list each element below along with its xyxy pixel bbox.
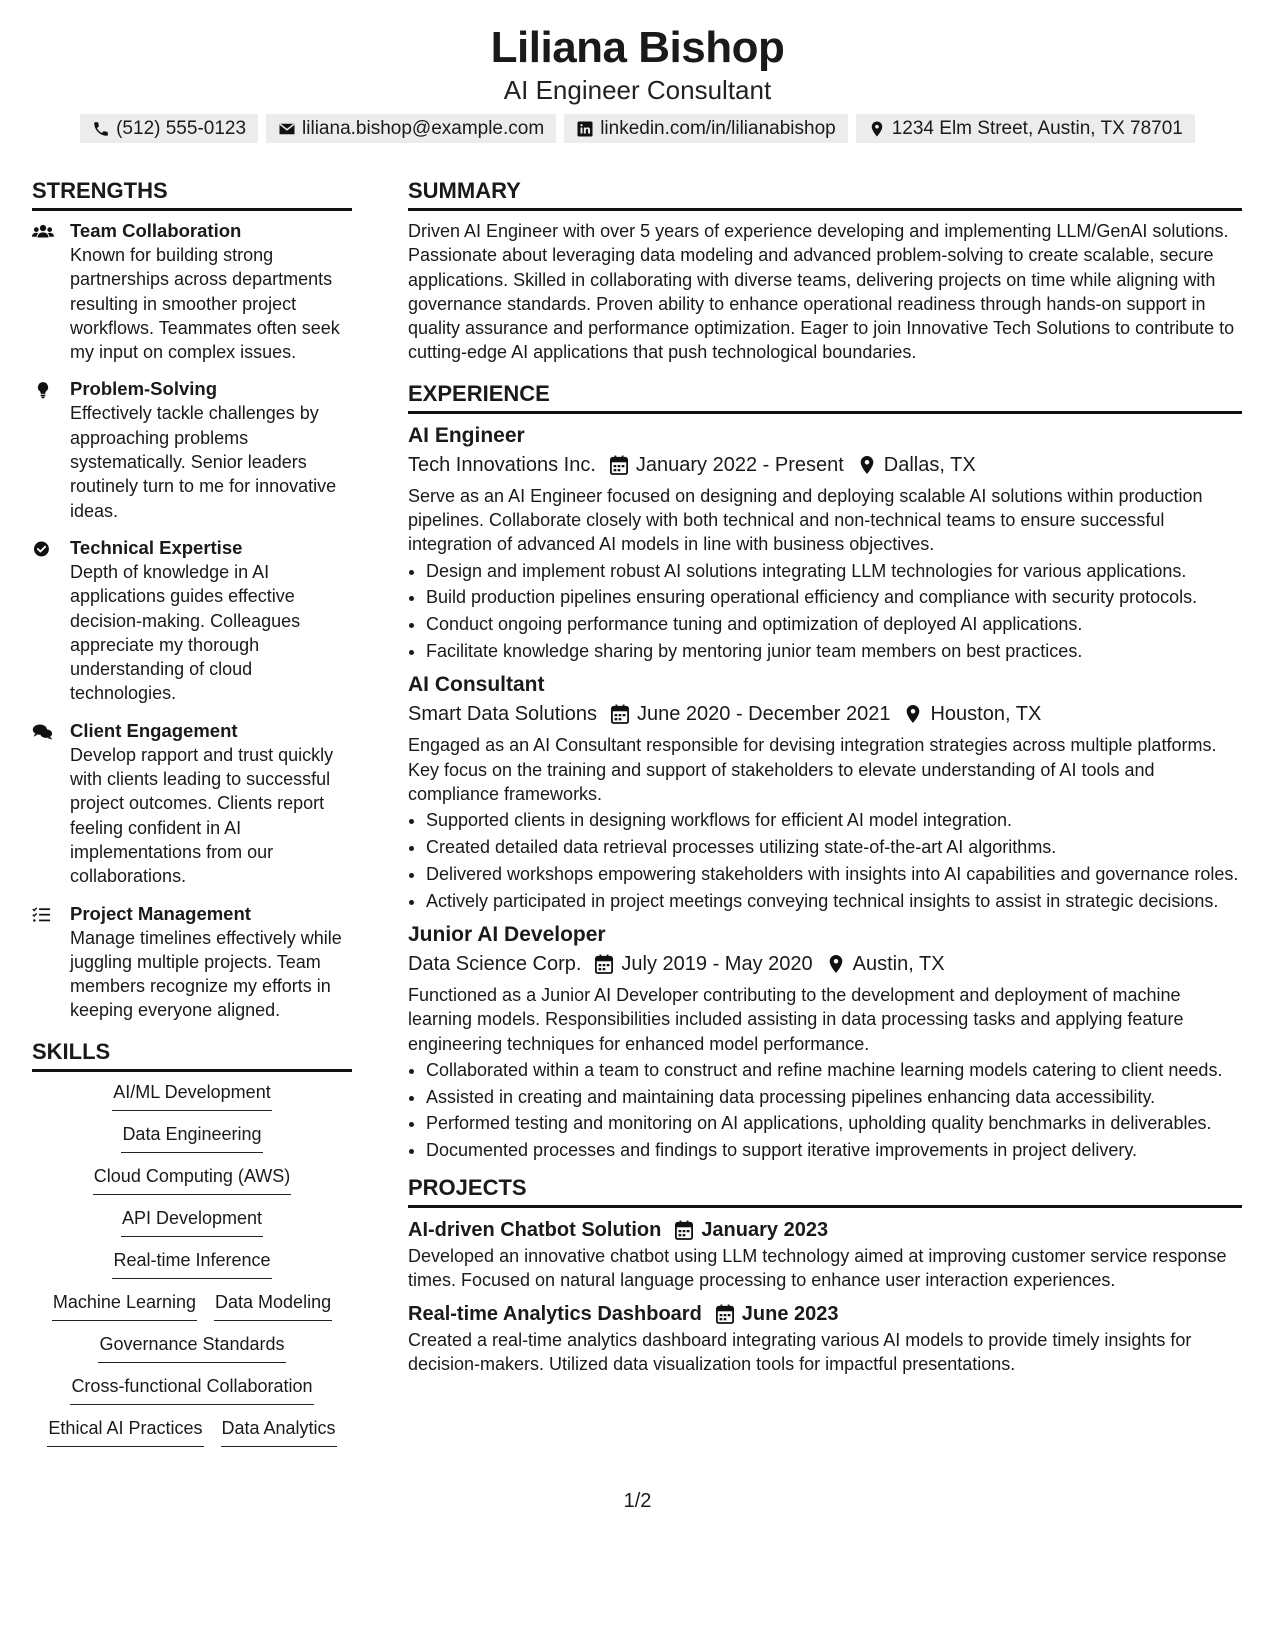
candidate-name: Liliana Bishop <box>490 23 785 72</box>
summary-heading: SUMMARY <box>408 176 1242 211</box>
job-bullet: • Collaborated within a team to construct and refine machine learning models catering to client needs. <box>426 1058 1242 1082</box>
strength-title: Technical Expertise <box>70 536 243 558</box>
project-title-row <box>408 1216 1242 1244</box>
map-pin-icon <box>868 120 886 138</box>
job-bullet: • Facilitate knowledge sharing by mentoring junior team members on best practices. <box>426 639 1242 663</box>
strength-title: Client Engagement <box>70 719 238 741</box>
strength-description: Develop rapport and trust quickly with clients leading to successful project outcomes. Clients report feeling confident in AI implementations from our collaborations. <box>70 744 334 887</box>
job-company: Data Science Corp. <box>408 952 582 975</box>
job-dates: June 2020 - December 2021 <box>636 703 891 726</box>
job-title: AI Engineer <box>408 423 525 447</box>
skill-tag: Data Engineering <box>121 1122 262 1153</box>
calendar-icon <box>610 455 628 475</box>
job-entry <box>408 422 1242 664</box>
skill-row <box>47 1416 336 1447</box>
page-number: 1/2 <box>623 1490 652 1512</box>
experience-heading: EXPERIENCE <box>408 379 1242 414</box>
project-entry <box>408 1300 1242 1377</box>
project-description: Created a real-time analytics dashboard integrating various AI models to provide timely insights for decision-makers. Utilized data visualization tools for impactful presentations. <box>408 1330 1192 1375</box>
address-contact <box>856 114 1195 143</box>
job-dates: January 2022 - Present <box>635 453 844 476</box>
job-location: Houston, TX <box>930 703 1042 726</box>
calendar-icon <box>611 704 629 724</box>
strength-title: Project Management <box>70 902 251 924</box>
skills-list <box>32 1080 352 1458</box>
job-bullet: • Delivered workshops empowering stakeholders with insights into AI capabilities and governance roles. <box>426 862 1242 886</box>
job-bullet: • Build production pipelines ensuring operational efficiency and compliance with security protocols. <box>426 585 1242 609</box>
strength-item <box>32 536 352 706</box>
skill-row <box>52 1290 332 1321</box>
job-bullet: • Performed testing and monitoring on AI applications, upholding quality benchmarks in deliverables. <box>426 1111 1242 1135</box>
strengths-heading: STRENGTHS <box>32 176 352 211</box>
job-bullets <box>408 1058 1242 1163</box>
skill-tag: Ethical AI Practices <box>47 1416 203 1447</box>
map-pin-icon <box>858 455 876 475</box>
map-pin-icon <box>904 704 922 724</box>
job-entry <box>408 671 1242 913</box>
job-title: Junior AI Developer <box>408 922 606 946</box>
skills-heading: SKILLS <box>32 1037 352 1072</box>
left-column <box>32 176 352 1458</box>
project-title: Real-time Analytics Dashboard <box>408 1303 702 1326</box>
job-description: Functioned as a Junior AI Developer contributing to the development and deployment of machine learning models. Responsibilities included assisting in data processing tasks and applying feature engineering techniques for enhanced model performance. <box>408 984 1184 1054</box>
candidate-title: AI Engineer Consultant <box>503 75 772 105</box>
job-bullet: • Documented processes and findings to support iterative improvements in project delivery. <box>426 1138 1242 1162</box>
skill-row <box>121 1122 262 1153</box>
project-title: AI-driven Chatbot Solution <box>408 1218 662 1241</box>
skill-tag: Real-time Inference <box>112 1248 271 1279</box>
skill-row <box>112 1248 271 1279</box>
calendar-icon <box>716 1304 734 1324</box>
calendar-icon <box>595 954 613 974</box>
right-column <box>408 176 1242 1377</box>
job-bullet: • Design and implement robust AI solutions integrating LLM technologies for various applications. <box>426 559 1242 583</box>
job-bullet: • Actively participated in project meetings conveying technical insights to assist in strategic decisions. <box>426 889 1242 913</box>
skill-tag: Cloud Computing (AWS) <box>93 1164 291 1195</box>
job-meta <box>408 450 1242 480</box>
skill-row <box>93 1164 291 1195</box>
strength-title: Team Collaboration <box>70 220 242 241</box>
job-bullets <box>408 559 1242 664</box>
projects-heading: PROJECTS <box>408 1173 1242 1208</box>
address-text: 1234 Elm Street, Austin, TX 78701 <box>891 118 1183 139</box>
strength-description: Manage timelines effectively while juggling multiple projects. Team members recognize my efforts in keeping everyone aligned. <box>70 927 342 1021</box>
contact-bar <box>0 114 1275 143</box>
phone-contact[interactable] <box>80 114 258 143</box>
job-bullet: • Supported clients in designing workflows for efficient AI model integration. <box>426 808 1242 832</box>
job-company: Tech Innovations Inc. <box>408 453 596 476</box>
project-date: January 2023 <box>701 1218 829 1241</box>
check-circle-icon <box>32 539 54 559</box>
summary-text: Driven AI Engineer with over 5 years of experience developing and implementing LLM/GenAI solutions. Passionate about leveraging data modeling and advanced problem-solving to create scalable, secure applications. Skilled in collaborating with diverse teams, delivering projects on time while aligning with governance standards. Proven ability to enhance operational readiness through hands-on support in quality assurance and performance optimization. Eager to join Innovative Tech Solutions to contribute to cutting-edge AI applications that push technological boundaries. <box>408 221 1235 363</box>
job-dates: July 2019 - May 2020 <box>621 952 813 975</box>
calendar-icon <box>675 1220 693 1240</box>
map-pin-icon <box>827 954 845 974</box>
job-description: Serve as an AI Engineer focused on designing and deploying scalable AI solutions within production pipelines. Collaborate closely with both technical and non-technical teams to ensure successful integration of advanced AI models in line with business objectives. <box>408 485 1203 555</box>
strength-description: Effectively tackle challenges by approaching problems systematically. Senior leaders routinely turn to me for innovative ideas. <box>70 403 337 521</box>
job-meta <box>408 699 1242 729</box>
job-bullet: • Created detailed data retrieval processes utilizing state-of-the-art AI algorithms. <box>426 835 1242 859</box>
job-title: AI Consultant <box>408 673 545 697</box>
project-title-row <box>408 1300 1242 1328</box>
lightbulb-icon <box>32 380 54 400</box>
strength-item <box>32 377 352 522</box>
skill-tag: API Development <box>121 1206 263 1237</box>
skill-tag: Cross-functional Collaboration <box>70 1374 313 1405</box>
linkedin-icon <box>576 120 594 138</box>
job-meta <box>408 949 1242 979</box>
skill-tag: AI/ML Development <box>112 1080 271 1111</box>
skill-tag: Machine Learning <box>52 1290 197 1321</box>
skill-tag: Data Modeling <box>214 1290 332 1321</box>
skill-row <box>98 1332 285 1363</box>
skill-row <box>121 1206 263 1237</box>
strength-description: Known for building strong partnerships across departments resulting in smoother project workflows. Teammates often seek my input on complex issues. <box>70 245 340 363</box>
skill-tag: Data Analytics <box>221 1416 337 1447</box>
skill-tag: Governance Standards <box>98 1332 285 1363</box>
project-date: June 2023 <box>741 1303 839 1326</box>
strength-item <box>32 719 352 889</box>
job-description: Engaged as an AI Consultant responsible for devising integration strategies across multiple platforms. Key focus on the training and support of stakeholders to elevate understanding of AI tools and compliance frameworks. <box>408 735 1217 804</box>
email-text: liliana.bishop@example.com <box>302 118 545 139</box>
job-bullet: • Conduct ongoing performance tuning and optimization of deployed AI applications. <box>426 612 1242 636</box>
project-entry <box>408 1216 1242 1293</box>
list-check-icon <box>32 905 54 925</box>
strength-title: Problem-Solving <box>70 378 217 400</box>
strength-description: Depth of knowledge in AI applications guides effective decision-making. Colleagues appreciate my thorough understanding of cloud technologies. <box>70 561 301 704</box>
skill-row <box>112 1080 271 1111</box>
linkedin-contact[interactable] <box>564 114 848 143</box>
strength-item <box>32 902 352 1023</box>
strength-item <box>32 219 352 364</box>
skill-row <box>70 1374 313 1405</box>
job-bullet: • Assisted in creating and maintaining data processing pipelines enhancing data accessibility. <box>426 1085 1242 1109</box>
resume-header <box>0 22 1275 143</box>
phone-text: (512) 555-0123 <box>116 118 247 139</box>
users-icon <box>32 222 54 242</box>
comments-icon <box>32 722 54 742</box>
job-bullets <box>408 808 1242 913</box>
job-location: Dallas, TX <box>883 453 976 476</box>
linkedin-text: linkedin.com/in/lilianabishop <box>600 118 836 139</box>
project-description: Developed an innovative chatbot using LLM technology aimed at improving customer service response times. Focused on natural language processing to enhance user interaction experiences. <box>408 1245 1227 1290</box>
email-contact[interactable] <box>266 114 556 143</box>
job-entry <box>408 921 1242 1163</box>
job-location: Austin, TX <box>852 952 945 975</box>
job-company: Smart Data Solutions <box>408 703 597 726</box>
phone-icon <box>92 120 110 138</box>
envelope-icon <box>278 120 296 138</box>
